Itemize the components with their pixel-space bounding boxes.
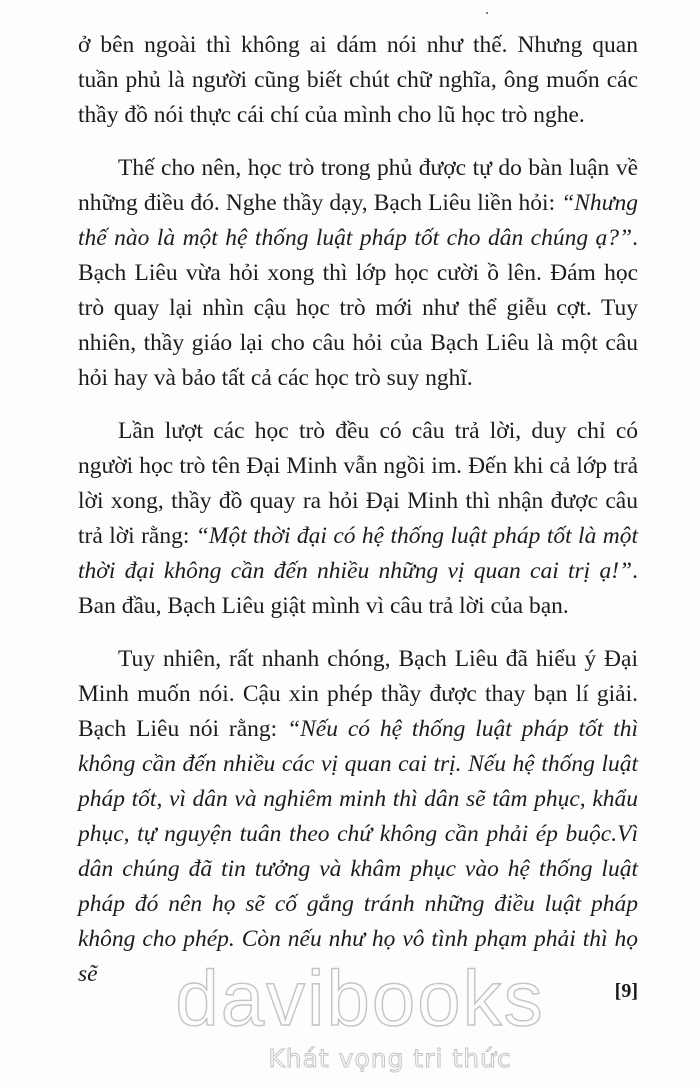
page-number: [9] xyxy=(614,980,638,1002)
paragraph-3-quote: “Một thời đại có hệ thống luật pháp tốt là một thời đại không cần đến nhiều những vị quan cai trị ạ!” xyxy=(78,523,638,584)
paragraph-3 xyxy=(78,414,638,624)
watermark-slogan: Khát vọng tri thức xyxy=(268,1044,512,1073)
paragraph-4-text-a: Tuy nhiên, rất nhanh chóng, Bạch Liêu đã hiểu ý Đại Minh muốn nói. Cậu xin phép thầy được thay bạn lí giải. Bạch Liêu nói rằng: xyxy=(78,646,638,742)
paragraph-2-text-b: . Bạch Liêu vừa hỏi xong thì lớp học cười ồ lên. Đám học trò quay lại nhìn cậu học trò mới như thể giễu cợt. Tuy nhiên, thầy giáo lại cho câu hỏi của Bạch Liêu là một câu hỏi hay và bảo tất cả các học trò suy nghĩ. xyxy=(78,225,638,391)
paragraph-4 xyxy=(78,642,638,992)
paragraph-1 xyxy=(78,28,638,133)
paragraph-3-text-a: Lần lượt các học trò đều có câu trả lời, duy chỉ có người học trò tên Đại Minh vẫn ngồi im. Đến khi cả lớp trả lời xong, thầy đồ quay ra hỏi Đại Minh thì nhận được câu trả lời rằng: xyxy=(78,418,638,549)
body-text xyxy=(78,28,638,1010)
watermark-brand: davibooks xyxy=(175,954,545,1042)
paragraph-1-text: ở bên ngoài thì không ai dám nói như thế. Nhưng quan tuần phủ là người cũng biết chút chữ nghĩa, ông muốn các thầy đồ nói thực cái chí của mình cho lũ học trò nghe. xyxy=(78,32,638,128)
paragraph-3-text-b: . Ban đầu, Bạch Liêu giật mình vì câu trả lời của bạn. xyxy=(78,558,638,619)
paragraph-2-text-a: Thế cho nên, học trò trong phủ được tự do bàn luận về những điều đó. Nghe thầy dạy, Bạch Liêu liền hỏi: xyxy=(78,155,638,216)
paragraph-4-quote: “Nếu có hệ thống luật pháp tốt thì không cần đến nhiều các vị quan cai trị. Nếu hệ thống luật pháp tốt, vì dân và nghiêm minh thì dân sẽ tâm phục, khẩu phục, tự nguyện tuân theo chứ không cần phải ép buộc.Vì dân chúng đã tin tưởng và khâm phục vào hệ thống luật pháp đó nên họ sẽ cố gắng tránh những điều luật pháp không cho phép. Còn nếu như họ vô tình phạm phải thì họ sẽ xyxy=(78,716,638,987)
print-speck xyxy=(486,12,488,14)
paragraph-2-quote: “Nhưng thế nào là một hệ thống luật pháp tốt cho dân chúng ạ?” xyxy=(78,190,638,251)
paragraph-2 xyxy=(78,151,638,396)
